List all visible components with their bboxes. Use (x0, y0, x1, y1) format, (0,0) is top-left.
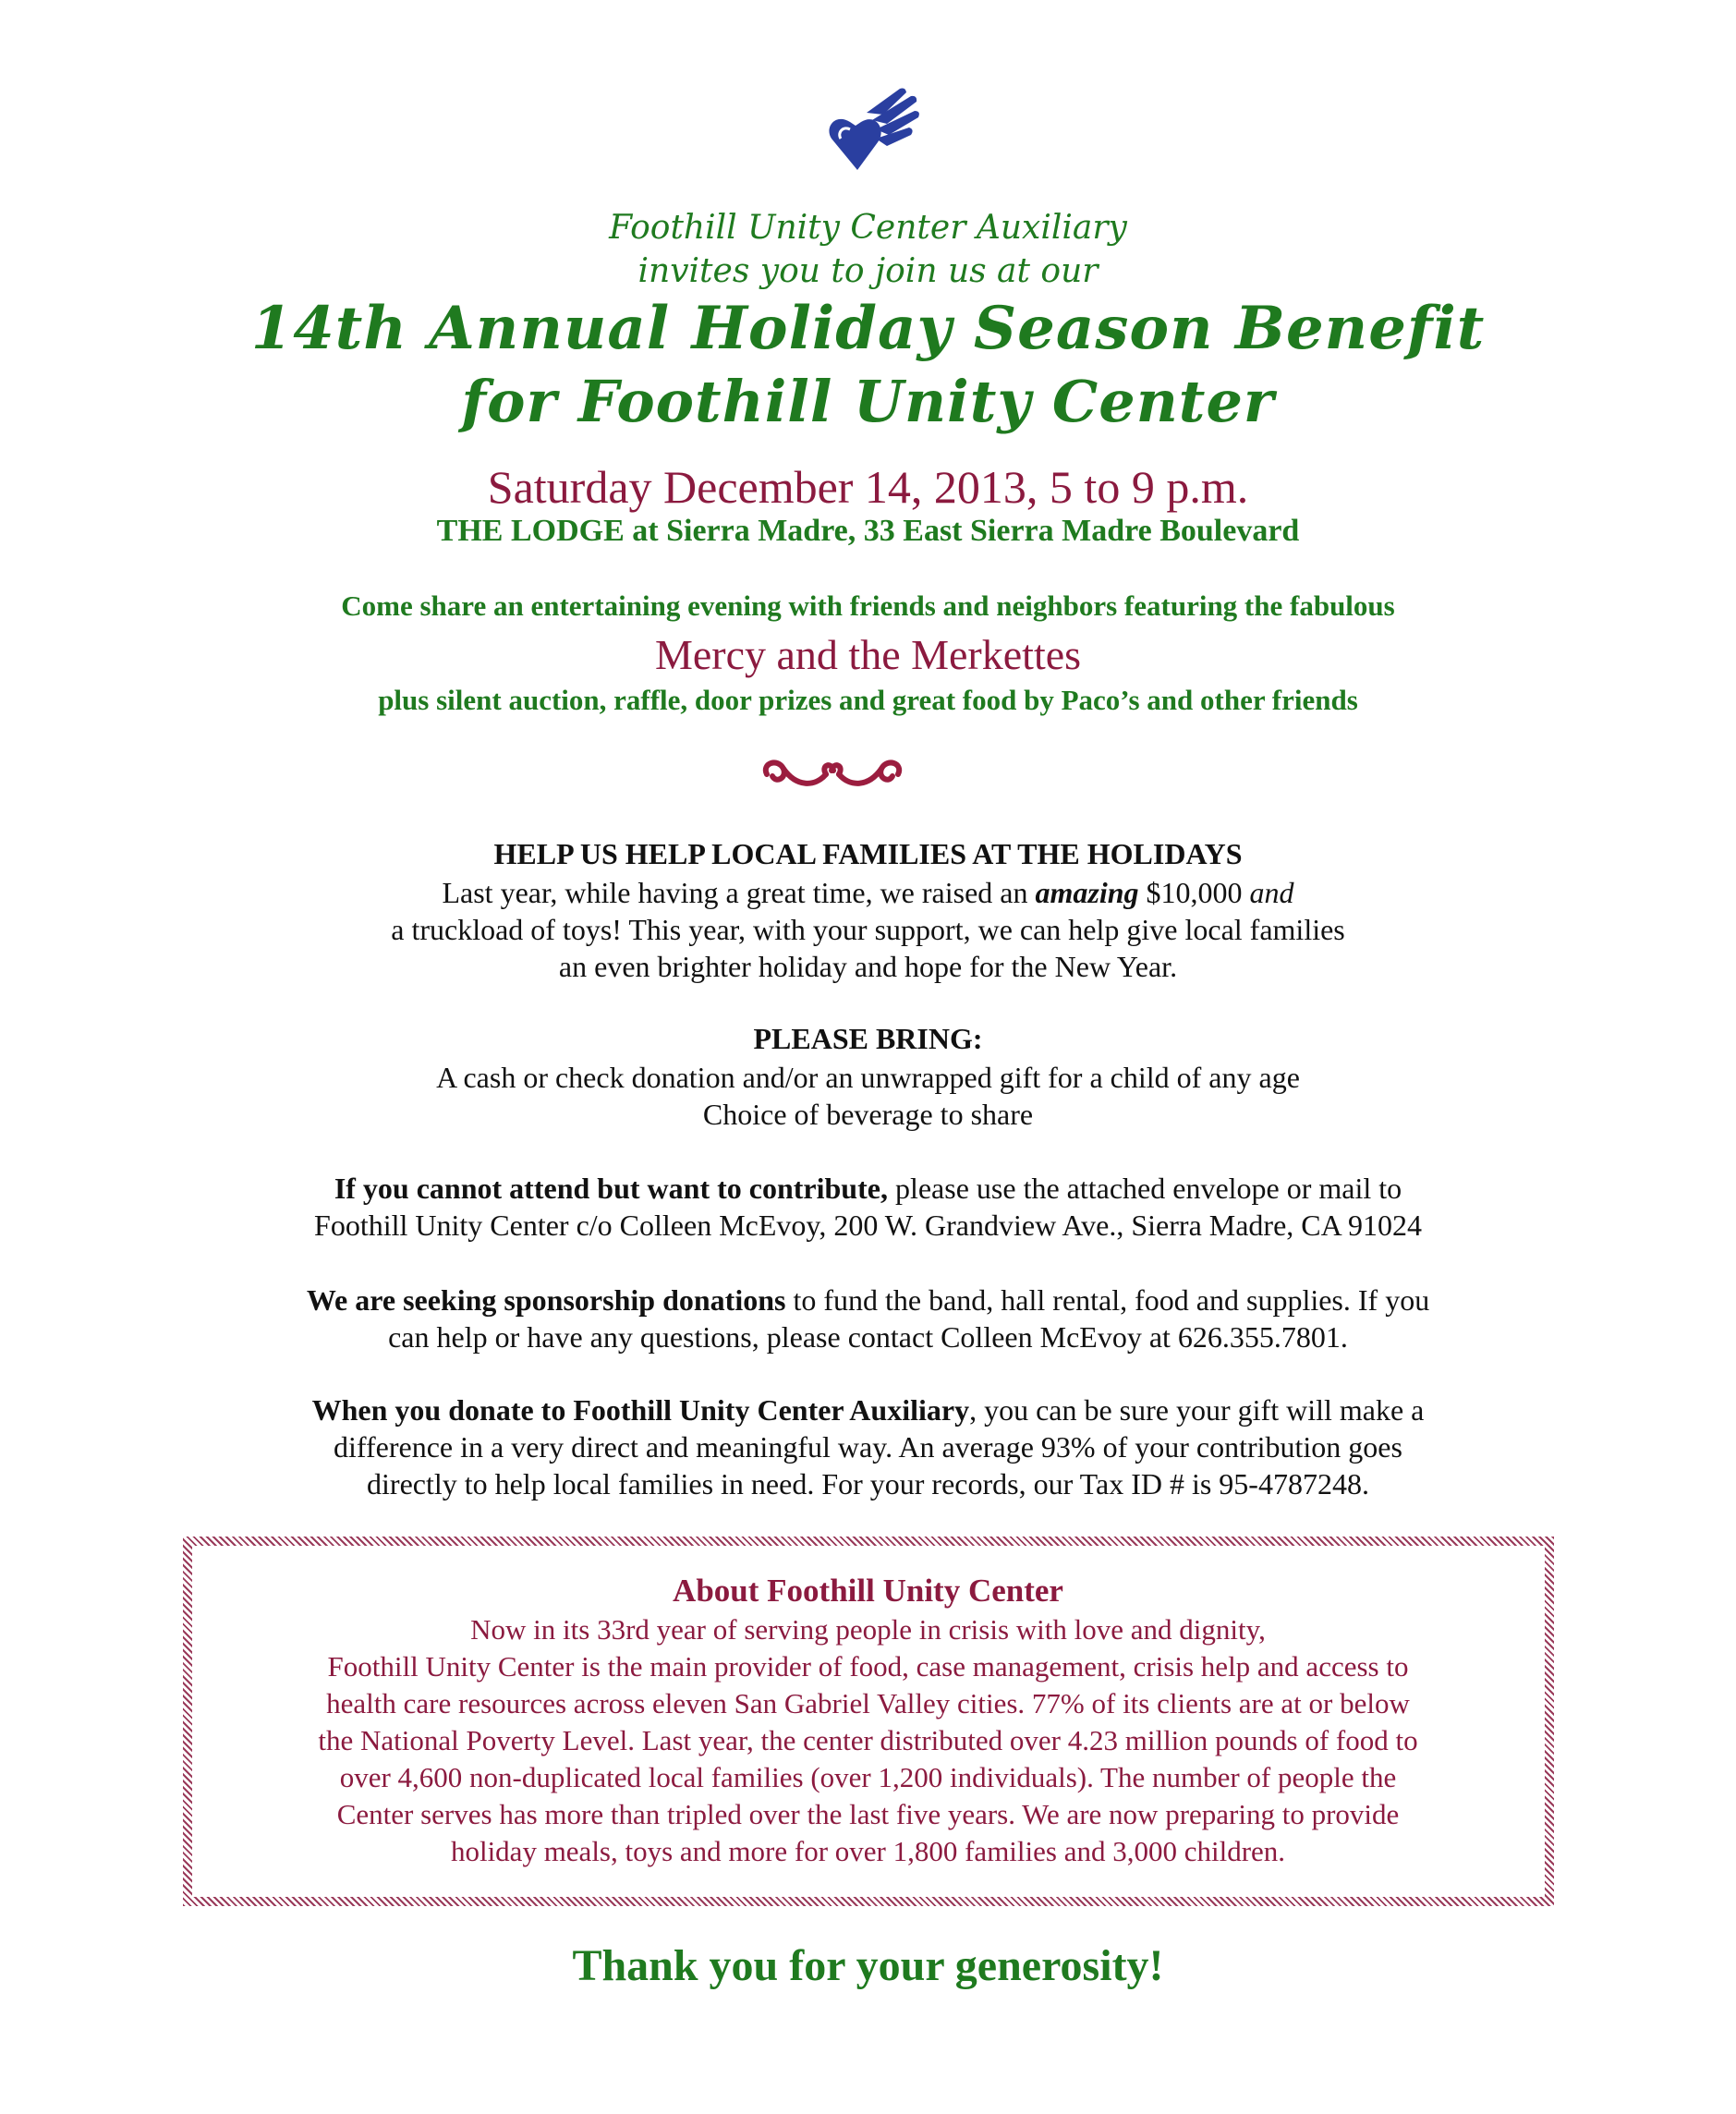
auction-line: plus silent auction, raffle, door prizes and great food by Paco’s and other friends (378, 684, 1358, 716)
donate-line-3: directly to help local families in need. For your records, our Tax ID # is 95-4787248. (367, 1467, 1369, 1500)
about-line: holiday meals, toys and more for over 1,800 families and 3,000 children. (450, 1835, 1286, 1867)
auxiliary-line: Foothill Unity Center Auxiliary (609, 209, 1127, 247)
band-name: Mercy and the Merkettes (654, 631, 1082, 678)
about-line: Foothill Unity Center is the main provider of food, case management, crisis help and access to (327, 1650, 1409, 1683)
share-line: Come share an entertaining evening with friends and neighbors featuring the fabulous (341, 589, 1395, 622)
scroll-ornament-icon (759, 756, 905, 795)
about-line: Center serves has more than tripled over the last five years. We are now preparing to provide (336, 1798, 1400, 1830)
contribute-line-2: Foothill Unity Center c/o Colleen McEvoy, 200 W. Grandview Ave., Sierra Madre, CA 91024 (314, 1209, 1422, 1242)
about-line: health care resources across eleven San Gabriel Valley cities. 77% of its clients are at or below (326, 1687, 1410, 1719)
help-line-2: a truckload of toys! This year, with your support, we can help give local families (391, 913, 1345, 946)
benefit-title: 14th Annual Holiday Season Benefit (250, 294, 1486, 363)
about-heading: About Foothill Unity Center (673, 1573, 1063, 1609)
donate-line-1: When you donate to Foothill Unity Center Auxiliary, you can be sure your gift will make a (311, 1393, 1425, 1427)
help-line-1: Last year, while having a great time, we raised an amazing $10,000 and (442, 876, 1294, 909)
about-line: Now in its 33rd year of serving people in crisis with love and dignity, (470, 1613, 1266, 1646)
sponsorship-line-2: can help or have any questions, please contact Colleen McEvoy at 626.355.7801. (388, 1320, 1348, 1354)
donate-line-2: difference in a very direct and meaningful way. An average 93% of your contribution goes (334, 1430, 1402, 1464)
hand-heart-icon (822, 85, 926, 174)
thank-you-line: Thank you for your generosity! (572, 1941, 1164, 1990)
event-venue: THE LODGE at Sierra Madre, 33 East Sierra Madre Boulevard (436, 514, 1300, 548)
invites-line: invites you to join us at our (637, 252, 1099, 290)
bring-heading: PLEASE BRING: (753, 1022, 983, 1055)
help-heading: HELP US HELP LOCAL FAMILIES AT THE HOLIDAYS (493, 837, 1243, 870)
contribute-line-1: If you cannot attend but want to contribute, please use the attached envelope or mail to (334, 1172, 1402, 1205)
event-date: Saturday December 14, 2013, 5 to 9 p.m. (487, 461, 1249, 513)
about-line: the National Poverty Level. Last year, the center distributed over 4.23 million pounds of food to (318, 1724, 1418, 1756)
benefit-subtitle: for Foothill Unity Center (461, 368, 1275, 435)
help-line-3: an even brighter holiday and hope for the New Year. (558, 950, 1178, 983)
bring-line-2: Choice of beverage to share (702, 1098, 1034, 1131)
sponsorship-line-1: We are seeking sponsorship donations to fund the band, hall rental, food and supplies. If you (306, 1283, 1430, 1317)
bring-line-1: A cash or check donation and/or an unwrapped gift for a child of any age (436, 1061, 1300, 1094)
about-line: over 4,600 non-duplicated local families (over 1,200 individuals). The number of people the (339, 1761, 1397, 1793)
